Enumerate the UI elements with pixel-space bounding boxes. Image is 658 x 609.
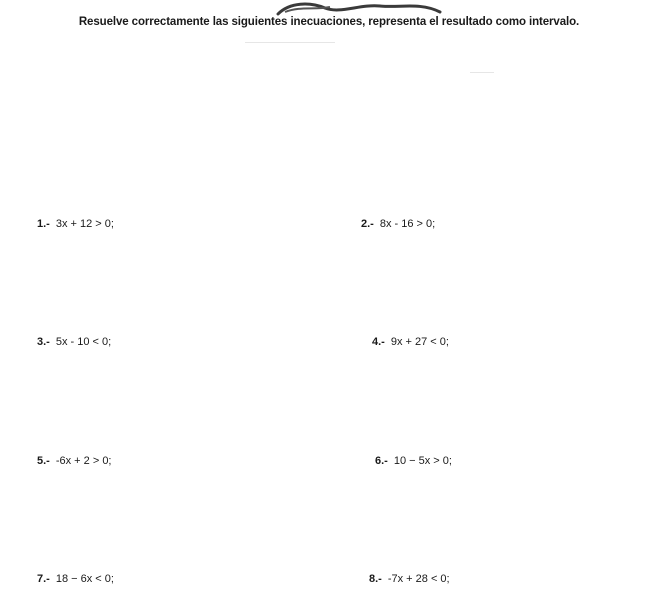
exercise-1 <box>37 218 114 230</box>
exercise-8 <box>369 573 450 585</box>
exercise-7 <box>37 573 114 585</box>
exercise-number: 7.- <box>37 573 50 585</box>
exercise-expression: 9x + 27 < 0; <box>390 336 449 348</box>
exercise-4 <box>372 336 449 348</box>
divider <box>470 72 494 73</box>
exercise-number: 1.- <box>37 218 50 230</box>
exercise-expression: 8x - 16 > 0; <box>379 218 436 230</box>
exercise-number: 2.- <box>361 218 374 230</box>
exercise-6 <box>375 455 452 467</box>
exercise-expression: 10 − 5x > 0; <box>393 455 452 467</box>
exercise-expression: 3x + 12 > 0; <box>55 218 114 230</box>
exercise-number: 3.- <box>37 336 50 348</box>
exercise-expression: -6x + 2 > 0; <box>55 455 112 467</box>
exercise-number: 5.- <box>37 455 50 467</box>
divider <box>245 42 335 43</box>
exercise-5 <box>37 455 112 467</box>
exercise-expression: -7x + 28 < 0; <box>387 573 450 585</box>
header-scribble-image <box>270 0 450 16</box>
exercise-number: 6.- <box>375 455 388 467</box>
exercise-expression: 18 − 6x < 0; <box>55 573 114 585</box>
exercise-3 <box>37 336 111 348</box>
exercise-number: 8.- <box>369 573 382 585</box>
exercise-number: 4.- <box>372 336 385 348</box>
exercise-expression: 5x - 10 < 0; <box>55 336 112 348</box>
instructions-heading: Resuelve correctamente las siguientes inecuaciones, representa el resultado como intervalo. <box>78 16 580 28</box>
exercise-2 <box>361 218 435 230</box>
